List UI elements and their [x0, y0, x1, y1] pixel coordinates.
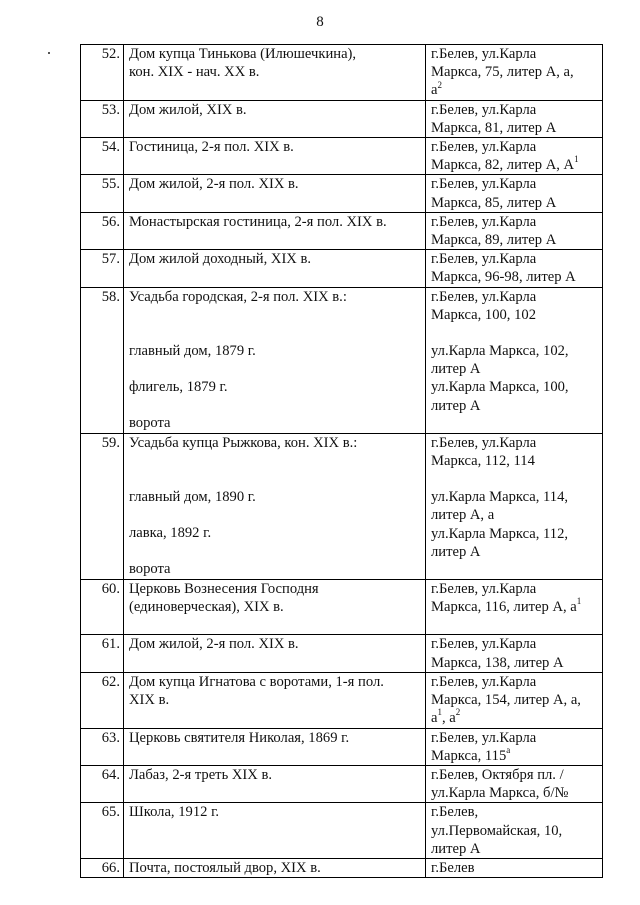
address-line: ул.Карла Маркса, 100, [431, 379, 569, 396]
row-number: 57. [81, 250, 124, 287]
table-body [81, 45, 603, 878]
address-line: Маркса, 112, 114 [431, 453, 535, 470]
object-name-line: Дом жилой доходный, XIX в. [129, 251, 312, 268]
address-cell [426, 765, 603, 802]
address-cell [426, 728, 603, 765]
address-line: литер А [431, 397, 481, 414]
object-name-line: Монастырская гостиница, 2-я пол. XIX в. [129, 213, 387, 230]
row-number: 64. [81, 765, 124, 802]
table-row [81, 765, 603, 802]
row-number: 63. [81, 728, 124, 765]
object-name-cell [124, 45, 426, 101]
address-cell [426, 100, 603, 137]
address-line: г.Белев, Октября пл. / [431, 766, 564, 783]
table-row [81, 287, 603, 433]
object-name-line: главный дом, 1879 г. [129, 342, 256, 359]
object-name-cell [124, 175, 426, 212]
address-cell [426, 287, 603, 433]
address-line: г.Белев, ул.Карла [431, 288, 537, 305]
object-name-cell [124, 765, 426, 802]
object-name-cell [124, 803, 426, 859]
address-cell [426, 803, 603, 859]
object-name-line: Дом жилой, XIX в. [129, 101, 247, 118]
row-number: 52. [81, 45, 124, 101]
object-name-line: XIX в. [129, 692, 170, 709]
superscript: а [506, 744, 511, 755]
address-line: Маркса, 81, литер А [431, 119, 557, 136]
superscript: 2 [437, 79, 442, 90]
row-number: 59. [81, 433, 124, 579]
address-cell [426, 858, 603, 877]
address-line: Маркса, 100, 102 [431, 306, 536, 323]
address-line: литер А [431, 361, 481, 378]
address-line: г.Белев, ул.Карла [431, 251, 537, 268]
address-line: литер А, а [431, 507, 495, 524]
object-name-cell [124, 635, 426, 672]
object-name-line: Дом жилой, 2-я пол. XIX в. [129, 176, 299, 193]
address-line: Маркса, 116, литер А, $а^1$ [431, 596, 582, 616]
superscript: 1 [576, 596, 582, 607]
address-line: г.Белев, ул.Карла [431, 581, 537, 598]
address-line: г.Белев, [431, 804, 479, 821]
address-line: г.Белев, ул.Карла [431, 213, 537, 230]
superscript: 1 [574, 154, 579, 165]
object-name-line: кон. XIX - нач. XX в. [129, 64, 260, 81]
address-cell [426, 175, 603, 212]
address-cell [426, 672, 603, 728]
row-number: 58. [81, 287, 124, 433]
address-line: Маркса, 96-98, литер А [431, 269, 576, 286]
superscript: 2 [455, 707, 461, 718]
address-cell [426, 635, 603, 672]
object-name-line: Усадьба городская, 2-я пол. XIX в.: [129, 288, 347, 305]
address-cell [426, 433, 603, 579]
address-cell [426, 250, 603, 287]
object-name-line: Усадьба купца Рыжкова, кон. XIX в.: [129, 434, 358, 451]
table-row [81, 100, 603, 137]
address-line: Маркса, 85, литер А [431, 194, 557, 211]
address-cell [426, 580, 603, 635]
table-row [81, 250, 603, 287]
address-line: Маркса, 82, литер А, $А^1$ [431, 154, 579, 174]
address-cell [426, 138, 603, 175]
object-name-cell [124, 858, 426, 877]
row-number: 65. [81, 803, 124, 859]
row-number: 55. [81, 175, 124, 212]
address-line: г.Белев, ул.Карла [431, 101, 537, 118]
object-name-cell [124, 580, 426, 635]
table-row [81, 728, 603, 765]
superscript: 1 [437, 707, 442, 718]
table-row [81, 138, 603, 175]
address-cell [426, 212, 603, 249]
address-line: г.Белев, ул.Карла [431, 176, 537, 193]
address-line: ул.Карла Маркса, 102, [431, 343, 569, 360]
object-name-cell [124, 287, 426, 433]
address-line: г.Белев, ул.Карла [431, 673, 537, 690]
object-name-line: флигель, 1879 г. [129, 379, 228, 396]
address-line: г.Белев [431, 859, 475, 876]
monuments-table [80, 44, 603, 878]
object-name-line: Церковь Вознесения Господня [129, 581, 319, 598]
table-row [81, 803, 603, 859]
object-name-line: (единоверческая), XIX в. [129, 599, 284, 616]
row-number: 62. [81, 672, 124, 728]
address-line: г.Белев, ул.Карла [431, 139, 537, 156]
table-row [81, 45, 603, 101]
address-line: г.Белев, ул.Карла [431, 46, 537, 62]
row-number: 53. [81, 100, 124, 137]
object-name-line: главный дом, 1890 г. [129, 489, 256, 506]
address-line: $а^1$, $а^2$ [431, 707, 461, 727]
scan-speck [48, 52, 50, 54]
address-line: Маркса, 154, литер А, а, [431, 692, 581, 709]
object-name-line: ворота [129, 415, 171, 432]
address-line: г.Белев, ул.Карла [431, 729, 537, 746]
table-row [81, 672, 603, 728]
address-line: г.Белев, ул.Карла [431, 636, 537, 653]
address-line: Маркса, $115^а$ [431, 744, 511, 764]
address-line: Маркса, 89, литер А [431, 232, 557, 249]
table-row [81, 635, 603, 672]
address-line: Маркса, 138, литер А [431, 654, 564, 671]
object-name-line: Дом жилой, 2-я пол. XIX в. [129, 636, 299, 653]
object-name-line: Почта, постоялый двор, XIX в. [129, 859, 321, 876]
address-cell [426, 45, 603, 101]
row-number: 60. [81, 580, 124, 635]
object-name-cell [124, 212, 426, 249]
object-name-line: Дом купца Тинькова (Илюшечкина), [129, 46, 357, 62]
table-row [81, 580, 603, 635]
table-row [81, 175, 603, 212]
row-number: 54. [81, 138, 124, 175]
address-line: ул.Карла Маркса, б/№ [431, 785, 569, 802]
table-row [81, 433, 603, 579]
object-name-cell [124, 138, 426, 175]
object-name-line: Церковь святителя Николая, 1869 г. [129, 729, 350, 746]
address-line: литер А [431, 543, 481, 560]
object-name-line: лавка, 1892 г. [129, 525, 212, 542]
object-name-line: Гостиница, 2-я пол. XIX в. [129, 139, 294, 156]
address-line: Маркса, 75, литер А, а, [431, 64, 574, 81]
row-number: 56. [81, 212, 124, 249]
object-name-cell [124, 100, 426, 137]
address-line: г.Белев, ул.Карла [431, 434, 537, 451]
row-number: 66. [81, 858, 124, 877]
object-name-line: Лабаз, 2-я треть XIX в. [129, 766, 272, 783]
object-name-line: ворота [129, 561, 171, 578]
object-name-cell [124, 433, 426, 579]
address-line: ул.Первомайская, 10, [431, 822, 563, 839]
address-line: ул.Карла Маркса, 114, [431, 489, 569, 506]
row-number: 61. [81, 635, 124, 672]
address-line: литер А [431, 840, 481, 857]
object-name-cell [124, 728, 426, 765]
page-number: 8 [316, 14, 324, 30]
address-line: $а^2$ [431, 79, 442, 99]
object-name-line: Школа, 1912 г. [129, 804, 220, 821]
address-line: ул.Карла Маркса, 112, [431, 525, 569, 542]
table-row [81, 858, 603, 877]
table-row [81, 212, 603, 249]
object-name-cell [124, 250, 426, 287]
object-name-cell [124, 672, 426, 728]
object-name-line: Дом купца Игнатова с воротами, 1-я пол. [129, 673, 384, 690]
